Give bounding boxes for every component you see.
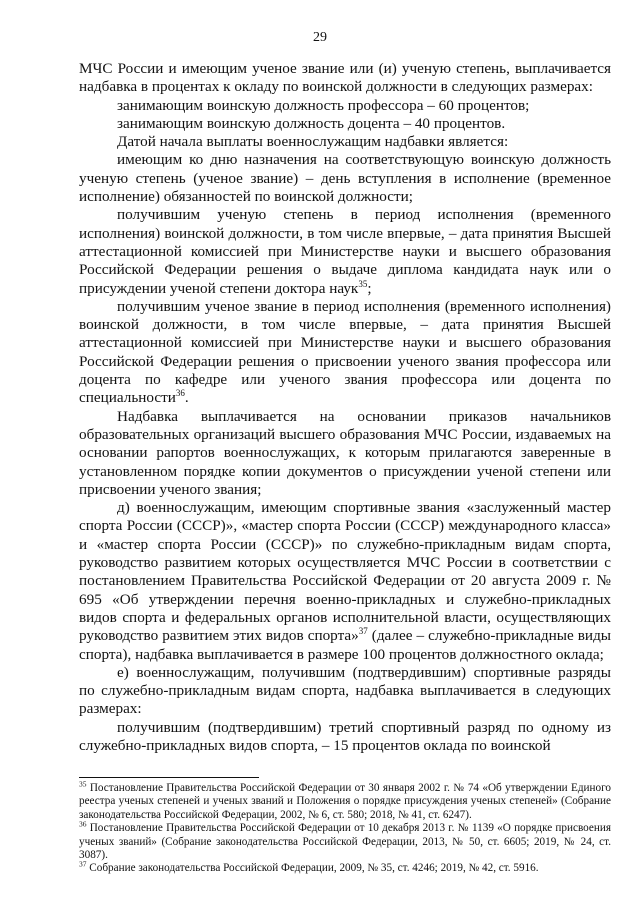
paragraph-3: Датой начала выплаты военнослужащим надбавки является:	[117, 133, 509, 151]
footnote-35: $^{35}$ Постановление Правительства Российской Федерации от 30 января 2002 г. № 74 «Об утверждении Единого реестра ученых степеней и ученых званий и Положения о порядке присуждения ученых степеней» (Собрание законодательства Российской Федерации, 2002, № 6, ст. 580; 2018, № 41, ст. 6247).	[79, 779, 611, 821]
paragraph-1: занимающим воинскую должность профессора – 60 процентов;	[117, 96, 530, 114]
paragraph-7: Надбавка выплачивается на основании приказов начальников образовательных организаций высшего образования МЧС России, издаваемых на основании рапортов военнослужащих, к которым прилагаются заверенные в установленном порядке копии документов о присуждении ученой степени или присвоении ученого звания;	[79, 407, 611, 498]
paragraph-9: е) военнослужащим, получившим (подтвердившим) спортивные разряды по служебно-прикладным видам спорта, надбавка выплачивается в следующих размерах:	[79, 663, 611, 718]
footnote-37: $^{37}$ Собрание законодательства Российской Федерации, 2009, № 35, ст. 4246; 2019, № 42, ст. 5916.	[79, 859, 539, 875]
footnotes	[79, 779, 611, 876]
paragraph-8: д) военнослужащим, имеющим спортивные звания «заслуженный мастер спорта России (СССР)», «мастер спорта России (СССР) международного класса» и «мастер спорта России (СССР)» по служебно-прикладным видам спорта, руководство развитием которых осуществляется МЧС России в соответствии с постановлением Правительства Российской Федерации от 20 августа 2009 г. № 695 «Об утверждении перечня военно-прикладных и служебно-прикладных видов спорта и федеральных органов исполнительной власти, осуществляющих руководство развитием этих видов спорта»$^{37}$ (далее – служебно-прикладные виды спорта), надбавка выплачивается в размере 100 процентов должностного оклада;	[79, 499, 611, 663]
footnote-ref-36[interactable]: 36	[175, 388, 185, 399]
page-number: 29	[313, 30, 327, 45]
paragraph-5: получившим ученую степень в период исполнения (временного исполнения) воинской должности, в том числе впервые, – дата принятия Высшей аттестационной комиссией при Министерстве науки и высшего образования Российской Федерации решения о выдаче диплома кандидата наук или о присуждении ученой степени доктора наук$^{35}$;	[79, 206, 611, 297]
body-text	[79, 60, 611, 755]
footnote-ref-35[interactable]: 35	[358, 278, 368, 289]
footnote-divider	[79, 777, 259, 778]
paragraph-0: МЧС России и имеющим ученое звание или (и) ученую степень, выплачивается надбавка в процентах к окладу по воинской должности в следующих размерах:	[79, 60, 611, 96]
paragraph-10: получившим (подтвердившим) третий спортивный разряд по одному из служебно-прикладных видов спорта, – 15 процентов оклада по воинской	[79, 718, 611, 754]
footnote-ref-37[interactable]: 37	[358, 626, 368, 637]
paragraph-2: занимающим воинскую должность доцента – 40 процентов.	[117, 114, 506, 132]
paragraph-6: получившим ученое звание в период исполнения (временного исполнения) воинской должности, в том числе впервые, – дата принятия Высшей аттестационной комиссией при Министерстве науки и высшего образования Российской Федерации решения о присвоении ученого звания профессора или доцента по кафедре или ученого звания профессора или доцента по специальности$^{36}$.	[79, 297, 611, 407]
paragraph-4: имеющим ко дню назначения на соответствующую воинскую должность ученую степень (ученое звание) – день вступления в исполнение (временное исполнение) обязанностей по воинской должности;	[79, 151, 611, 206]
footnote-36: $^{36}$ Постановление Правительства Российской Федерации от 10 декабря 2013 г. № 1139 «О порядке присвоения ученых званий» (Собрание законодательства Российской Федерации, 2013, № 50, ст. 6605; 2019, № 24, ст. 3087).	[79, 819, 611, 862]
